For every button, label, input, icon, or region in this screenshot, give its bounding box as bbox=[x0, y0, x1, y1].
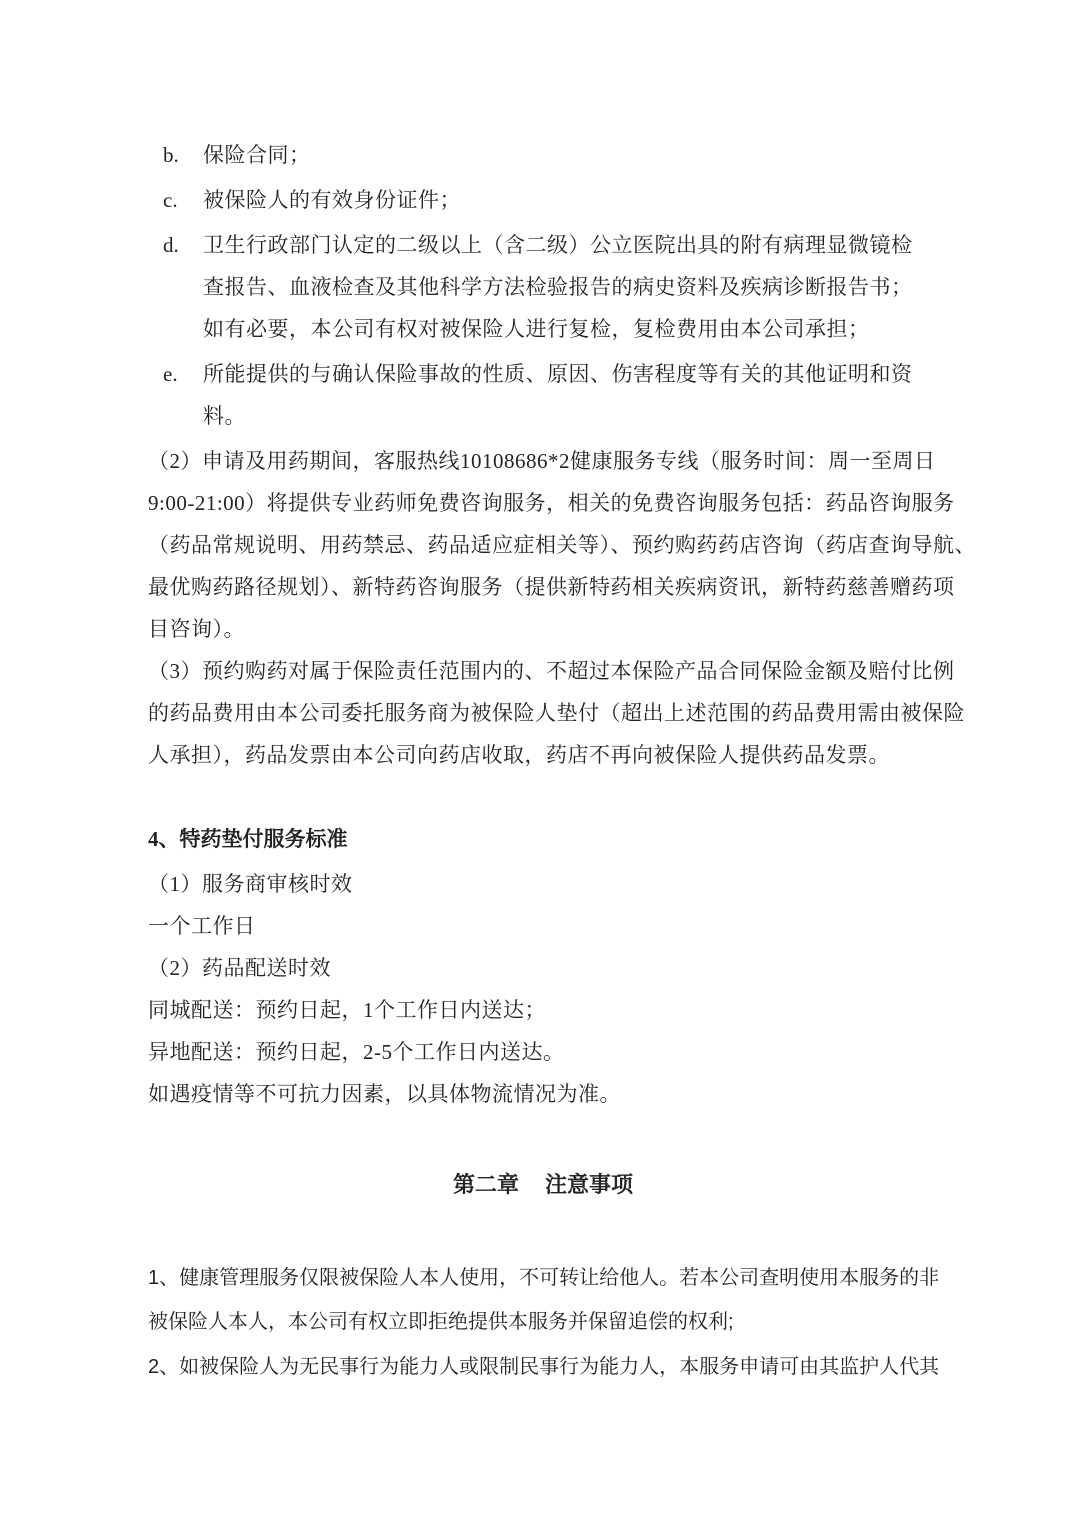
section-4-delivery-time-label: （2）药品配送时效 bbox=[148, 956, 331, 980]
document-content bbox=[148, 134, 976, 1389]
section-4 bbox=[148, 818, 938, 1115]
list-item-d-marker: d. bbox=[163, 233, 179, 257]
paragraph-2-line2: 9:00-21:00）将提供专业药师免费咨询服务，相关的免费咨询服务包括：药品咨询服务 bbox=[148, 491, 955, 515]
chapter-2-number: 第二章 bbox=[452, 1172, 519, 1197]
list-item-e-text-line2: 料。 bbox=[203, 404, 246, 428]
section-4-review-time-value: 一个工作日 bbox=[148, 914, 256, 938]
section-4-force-majeure-note: 如遇疫情等不可抗力因素，以具体物流情况为准。 bbox=[148, 1082, 621, 1106]
paragraph-2-line4: 最优购药路径规划）、新特药咨询服务（提供新特药相关疾病资讯，新特药慈善赠药项 bbox=[148, 575, 955, 599]
paragraph-3-line2: 的药品费用由本公司委托服务商为被保险人垫付（超出上述范围的药品费用需由被保险 bbox=[148, 701, 965, 725]
list-item-d bbox=[148, 224, 938, 350]
paragraph-3-line3: 人承担），药品发票由本公司向药店收取，药店不再向被保险人提供药品发票。 bbox=[148, 743, 890, 767]
claim-documents-list bbox=[148, 134, 938, 437]
list-item-d-text-line3: 如有必要，本公司有权对被保险人进行复检，复检费用由本公司承担； bbox=[203, 317, 870, 341]
paragraph-2 bbox=[148, 440, 976, 650]
list-item-e-marker: e. bbox=[163, 362, 178, 386]
section-4-body bbox=[148, 863, 938, 1115]
section-4-same-city-delivery: 同城配送：预约日起，1个工作日内送达； bbox=[148, 998, 546, 1022]
paragraph-2-line1: （2）申请及用药期间，客服热线10108686*2健康服务专线（服务时间：周一至周日 bbox=[148, 449, 936, 473]
paragraph-3-line1: （3）预约购药对属于保险责任范围内的、不超过本保险产品合同保险金额及赔付比例 bbox=[148, 659, 955, 683]
note-2-line1: 2、如被保险人为无民事行为能力人或限制民事行为能力人，本服务申请可由其监护人代其 bbox=[148, 1356, 940, 1378]
list-item-b-marker: b. bbox=[163, 143, 179, 167]
list-item-d-text-line1: 卫生行政部门认定的二级以上（含二级）公立医院出具的附有病理显微镜检 bbox=[203, 233, 913, 257]
chapter-2-title: 注意事项 bbox=[545, 1172, 634, 1197]
section-4-remote-delivery: 异地配送：预约日起，2-5个工作日内送达。 bbox=[148, 1040, 565, 1064]
note-1-line1: 1、健康管理服务仅限被保险人本人使用，不可转让给他人。若本公司查明使用本服务的非 bbox=[148, 1267, 940, 1289]
list-item-e bbox=[148, 353, 938, 437]
list-item-b-text: 保险合同； bbox=[203, 143, 311, 167]
list-item-c-text: 被保险人的有效身份证件； bbox=[203, 188, 461, 212]
note-1-line2: 被保险人本人，本公司有权立即拒绝提供本服务并保留追偿的权利; bbox=[148, 1311, 734, 1333]
list-item-c bbox=[148, 179, 938, 221]
notes-section bbox=[148, 1256, 938, 1389]
paragraph-2-line3: （药品常规说明、用药禁忌、药品适应症相关等）、预约购药药店咨询（药店查询导航、 bbox=[148, 533, 976, 557]
list-item-b bbox=[148, 134, 938, 176]
list-item-e-text-line1: 所能提供的与确认保险事故的性质、原因、伤害程度等有关的其他证明和资 bbox=[203, 362, 913, 386]
list-item-c-marker: c. bbox=[163, 188, 178, 212]
list-item-d-text-line2: 查报告、血液检查及其他科学方法检验报告的病史资料及疾病诊断报告书； bbox=[203, 275, 913, 299]
note-2 bbox=[148, 1345, 938, 1389]
paragraph-2-line5: 目咨询）。 bbox=[148, 617, 245, 641]
chapter-2-heading bbox=[148, 1164, 938, 1206]
note-1 bbox=[148, 1256, 938, 1344]
section-4-heading: 4、特药垫付服务标准 bbox=[148, 827, 348, 851]
section-4-review-time-label: （1）服务商审核时效 bbox=[148, 872, 353, 896]
paragraph-3 bbox=[148, 650, 965, 776]
